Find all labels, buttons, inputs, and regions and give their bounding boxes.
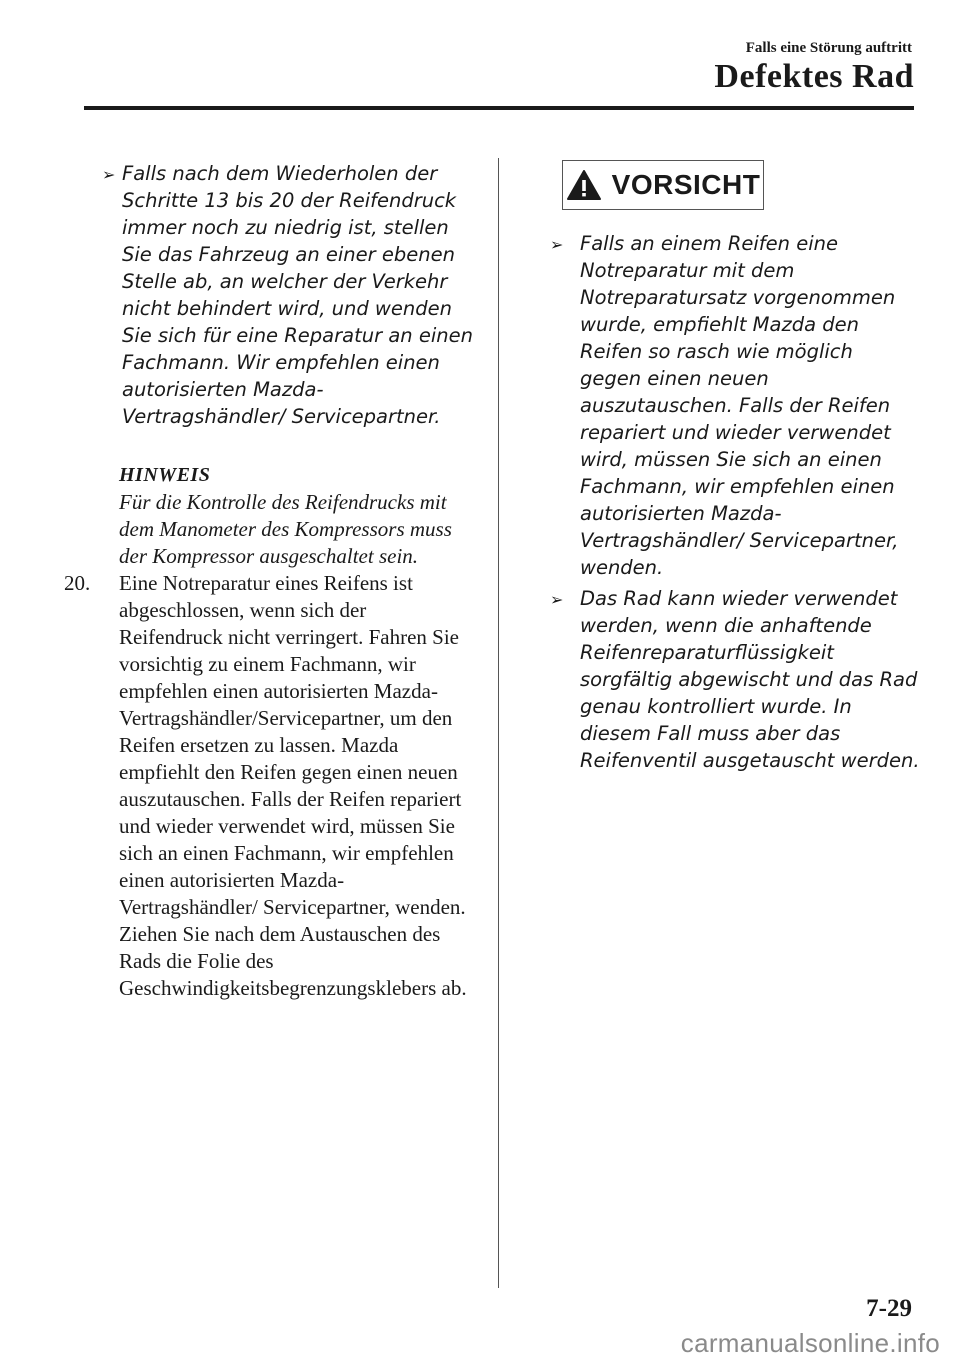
header-rule [84, 106, 914, 110]
bullet-text: Falls an einem Reifen eine Notreparatur mit dem Notreparatursatz vorgenommen wurde, empfiehlt Mazda den Reifen so rasch wie möglich gegen einen neuen auszutauschen. Falls der Reifen repariert und wieder verwendet wird, müssen Sie sich an einen Fachmann, wir empfehlen einen autorisierten Mazda-Vertragshändler/ Servicepartner, wenden. [580, 232, 899, 579]
page-number: 7-29 [866, 1295, 912, 1322]
arrow-bullet-icon: ➢ [102, 165, 116, 184]
caution-box [562, 160, 764, 210]
note-text: Für die Kontrolle des Reifendrucks mit dem Manometer des Kompressors muss der Kompressor ausgeschaltet sein. [119, 490, 452, 568]
list-item [540, 230, 920, 581]
note-title: HINWEIS [119, 464, 211, 486]
step-text-continued: Ziehen Sie nach dem Austauschen des Rads die Folie des Geschwindigkeitsbegrenzungsklebers ab. [119, 922, 467, 1000]
caution-label: VORSICHT [611, 169, 761, 200]
bullet-text: Falls nach dem Wiederholen der Schritte 13 bis 20 der Reifendruck immer noch zu niedrig ist, stellen Sie das Fahrzeug an einer ebenen Stelle ab, an welcher der Verkehr nicht behindert wird, und wenden Sie sich für eine Reparatur an einen Fachmann. Wir empfehlen einen autorisierten Mazda-Vertragshändler/ Servicepartner. [122, 162, 473, 428]
note-block [84, 462, 474, 570]
step-item [64, 570, 474, 1002]
step-text: Eine Notreparatur eines Reifens ist abgeschlossen, wenn sich der Reifendruck nicht verringert. Fahren Sie vorsichtig zu einem Fachmann, wir empfehlen einen autorisierten Mazda-Vertragshändler/Servicepartner, um den Reifen ersetzen zu lassen. Mazda empfiehlt den Reifen gegen einen neuen auszutauschen. Falls der Reifen repariert und wieder verwendet wird, müssen Sie sich an einen Fachmann, wir empfehlen einen autorisierten Mazda-Vertragshändler/ Servicepartner, wenden. [119, 571, 466, 919]
step-number: 20. [64, 571, 91, 595]
left-column [64, 160, 474, 1002]
bullet-text: Das Rad kann wieder verwendet werden, wenn die anhaftende Reifenreparaturflüssigkeit sorgfältig abgewischt und das Rad genau kontrolliert wurde. In diesem Fall muss aber das Reifenventil ausgetauscht werden. [580, 587, 920, 772]
warning-triangle-icon [566, 169, 602, 201]
arrow-bullet-icon: ➢ [550, 590, 564, 609]
right-column [540, 160, 920, 774]
column-divider [498, 158, 499, 1288]
chapter-title: Falls eine Störung auftritt [745, 40, 912, 56]
section-title: Defektes Rad [714, 58, 914, 95]
arrow-bullet-icon: ➢ [550, 235, 564, 254]
list-item [540, 585, 920, 774]
watermark: carmanualsonline.info [680, 1328, 940, 1358]
list-item [84, 160, 474, 430]
